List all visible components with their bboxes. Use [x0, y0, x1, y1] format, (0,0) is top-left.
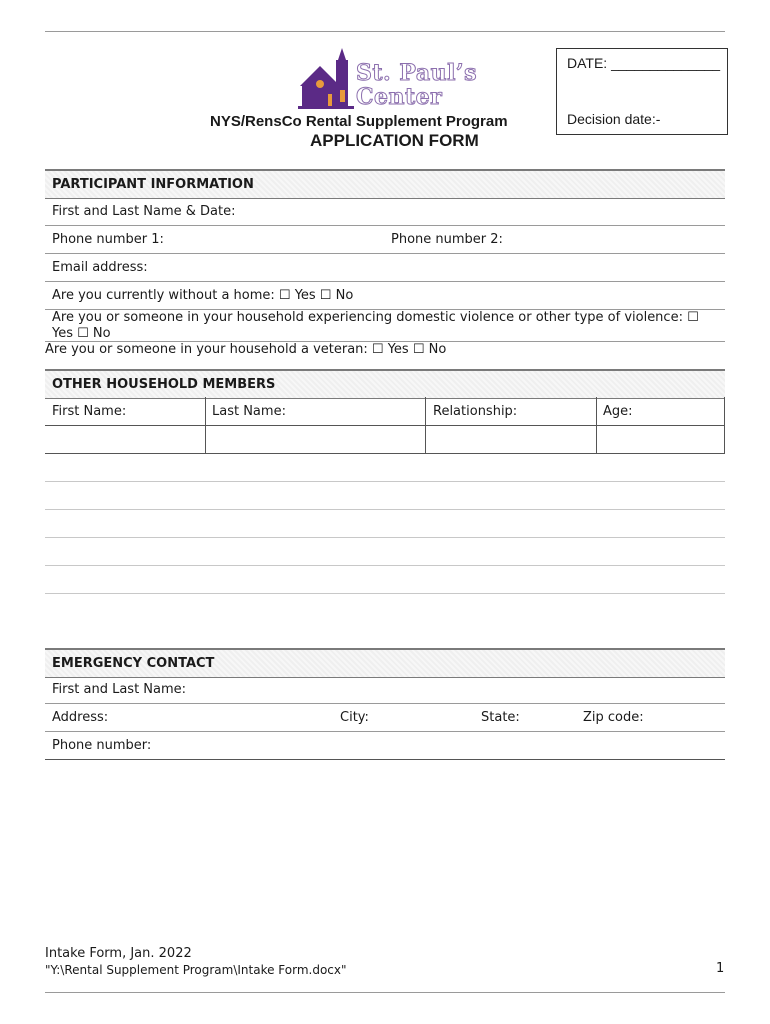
bottom-rule [45, 992, 725, 993]
top-rule [45, 31, 725, 32]
form-title: APPLICATION FORM [310, 131, 479, 150]
household-blank-row[interactable] [45, 593, 725, 594]
emergency-city-field[interactable]: City: [340, 710, 369, 725]
row-divider [45, 731, 725, 732]
household-col-first-name: First Name: [52, 404, 127, 419]
decision-date-label[interactable]: Decision date:- [567, 111, 661, 127]
page-number: 1 [716, 961, 725, 976]
logo-text-line2: Center [356, 84, 443, 110]
household-col-last-name: Last Name: [212, 404, 286, 419]
emergency-section-header [45, 648, 725, 678]
emergency-heading: EMERGENCY CONTACT [52, 656, 215, 671]
dv-question-line2[interactable]: Yes ☐ No [52, 326, 111, 341]
household-blank-row[interactable] [45, 565, 725, 566]
email-field[interactable]: Email address: [52, 260, 148, 275]
row-divider [45, 225, 725, 226]
footer-file-path: "Y:\Rental Supplement Program\Intake Form.docx" [45, 963, 347, 977]
veteran-question[interactable]: Are you or someone in your household a veteran: ☐ Yes ☐ No [45, 342, 447, 357]
name-date-field[interactable]: First and Last Name & Date: [52, 204, 236, 219]
household-blank-row[interactable] [45, 509, 725, 510]
date-box [556, 48, 728, 135]
emergency-phone-field[interactable]: Phone number: [52, 738, 152, 753]
household-row-divider [45, 453, 725, 454]
church-logo-icon [298, 46, 358, 110]
homeless-question[interactable]: Are you currently without a home: ☐ Yes ☐ No [52, 288, 354, 303]
dv-question-line1[interactable]: Are you or someone in your household experiencing domestic violence or other type of violence: ☐ [52, 310, 699, 325]
row-divider [45, 253, 725, 254]
household-col-age: Age: [603, 404, 633, 419]
household-blank-row[interactable] [45, 537, 725, 538]
row-divider [45, 281, 725, 282]
household-section-header [45, 369, 725, 399]
household-row-cell[interactable] [45, 426, 725, 453]
program-title: NYS/RensCo Rental Supplement Program [210, 113, 508, 130]
household-blank-row[interactable] [45, 481, 725, 482]
logo [298, 46, 478, 110]
date-label[interactable]: DATE: ______________ [567, 55, 721, 71]
phone2-field[interactable]: Phone number 2: [391, 232, 503, 247]
household-heading: OTHER HOUSEHOLD MEMBERS [52, 377, 276, 392]
phone1-field[interactable]: Phone number 1: [52, 232, 164, 247]
emergency-state-field[interactable]: State: [481, 710, 520, 725]
footer-form-version: Intake Form, Jan. 2022 [45, 946, 192, 961]
participant-heading: PARTICIPANT INFORMATION [52, 177, 254, 192]
emergency-zip-field[interactable]: Zip code: [583, 710, 644, 725]
row-divider [45, 703, 725, 704]
emergency-address-field[interactable]: Address: [52, 710, 109, 725]
emergency-bottom-rule [45, 759, 725, 760]
emergency-name-field[interactable]: First and Last Name: [52, 682, 187, 697]
participant-section-header [45, 169, 725, 199]
household-col-relationship: Relationship: [433, 404, 518, 419]
logo-text-line1: St. Paul’s [356, 60, 477, 86]
